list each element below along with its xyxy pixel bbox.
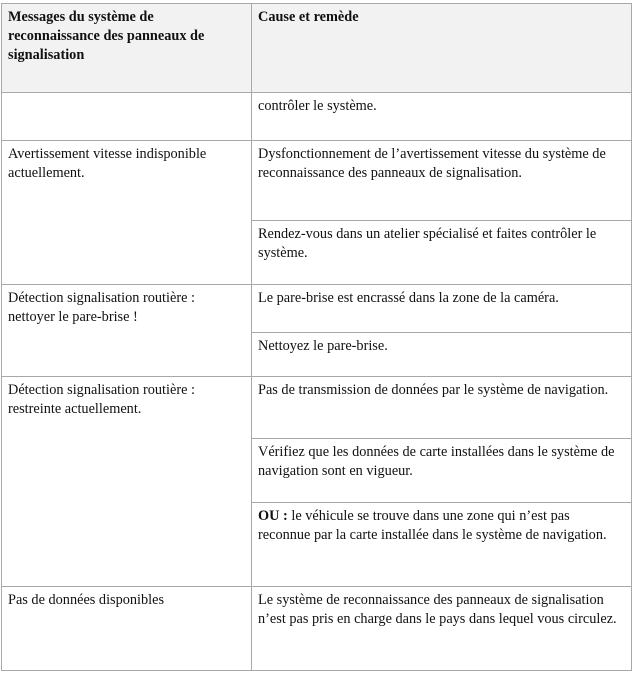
cause-cell: Pas de transmission de données par le système de navigation. (252, 377, 632, 439)
cause-cell: Dysfonctionnement de l’avertissement vitesse du système de reconnaissance des panneaux de signalisation. (252, 141, 632, 221)
cause-cell: Le système de reconnaissance des panneaux de signalisation n’est pas pris en charge dans le pays dans lequel vous circulez. (252, 587, 632, 671)
table-row (2, 141, 632, 221)
table-row (2, 93, 632, 141)
table-row (2, 285, 632, 333)
message-cell: Détection signalisation routière : restreinte actuellement. (2, 377, 252, 587)
cause-cell: Rendez-vous dans un atelier spécialisé et faites contrôler le système. (252, 221, 632, 285)
cause-cell: Nettoyez le pare-brise. (252, 333, 632, 377)
cause-text: le véhicule se trouve dans une zone qui n’est pas reconnue par la carte installée dans le système de navigation. (258, 508, 607, 543)
message-cell: Détection signalisation routière : nettoyer le pare-brise ! (2, 285, 252, 377)
cause-lead-text: OU : (258, 508, 288, 524)
table-row (2, 587, 632, 671)
cause-cell (252, 503, 632, 587)
message-cell (2, 93, 252, 141)
table-header-row (2, 4, 632, 93)
messages-table (1, 3, 632, 671)
header-cause-remedy: Cause et remède (252, 4, 632, 93)
cause-cell: contrôler le système. (252, 93, 632, 141)
message-cell: Avertissement vitesse indisponible actuellement. (2, 141, 252, 285)
cause-cell: Le pare-brise est encrassé dans la zone de la caméra. (252, 285, 632, 333)
cause-cell: Vérifiez que les données de carte installées dans le système de navigation sont en vigueur. (252, 439, 632, 503)
header-messages: Messages du système de reconnaissance des panneaux de signalisation (2, 4, 252, 93)
table-row (2, 377, 632, 439)
message-cell: Pas de données disponibles (2, 587, 252, 671)
